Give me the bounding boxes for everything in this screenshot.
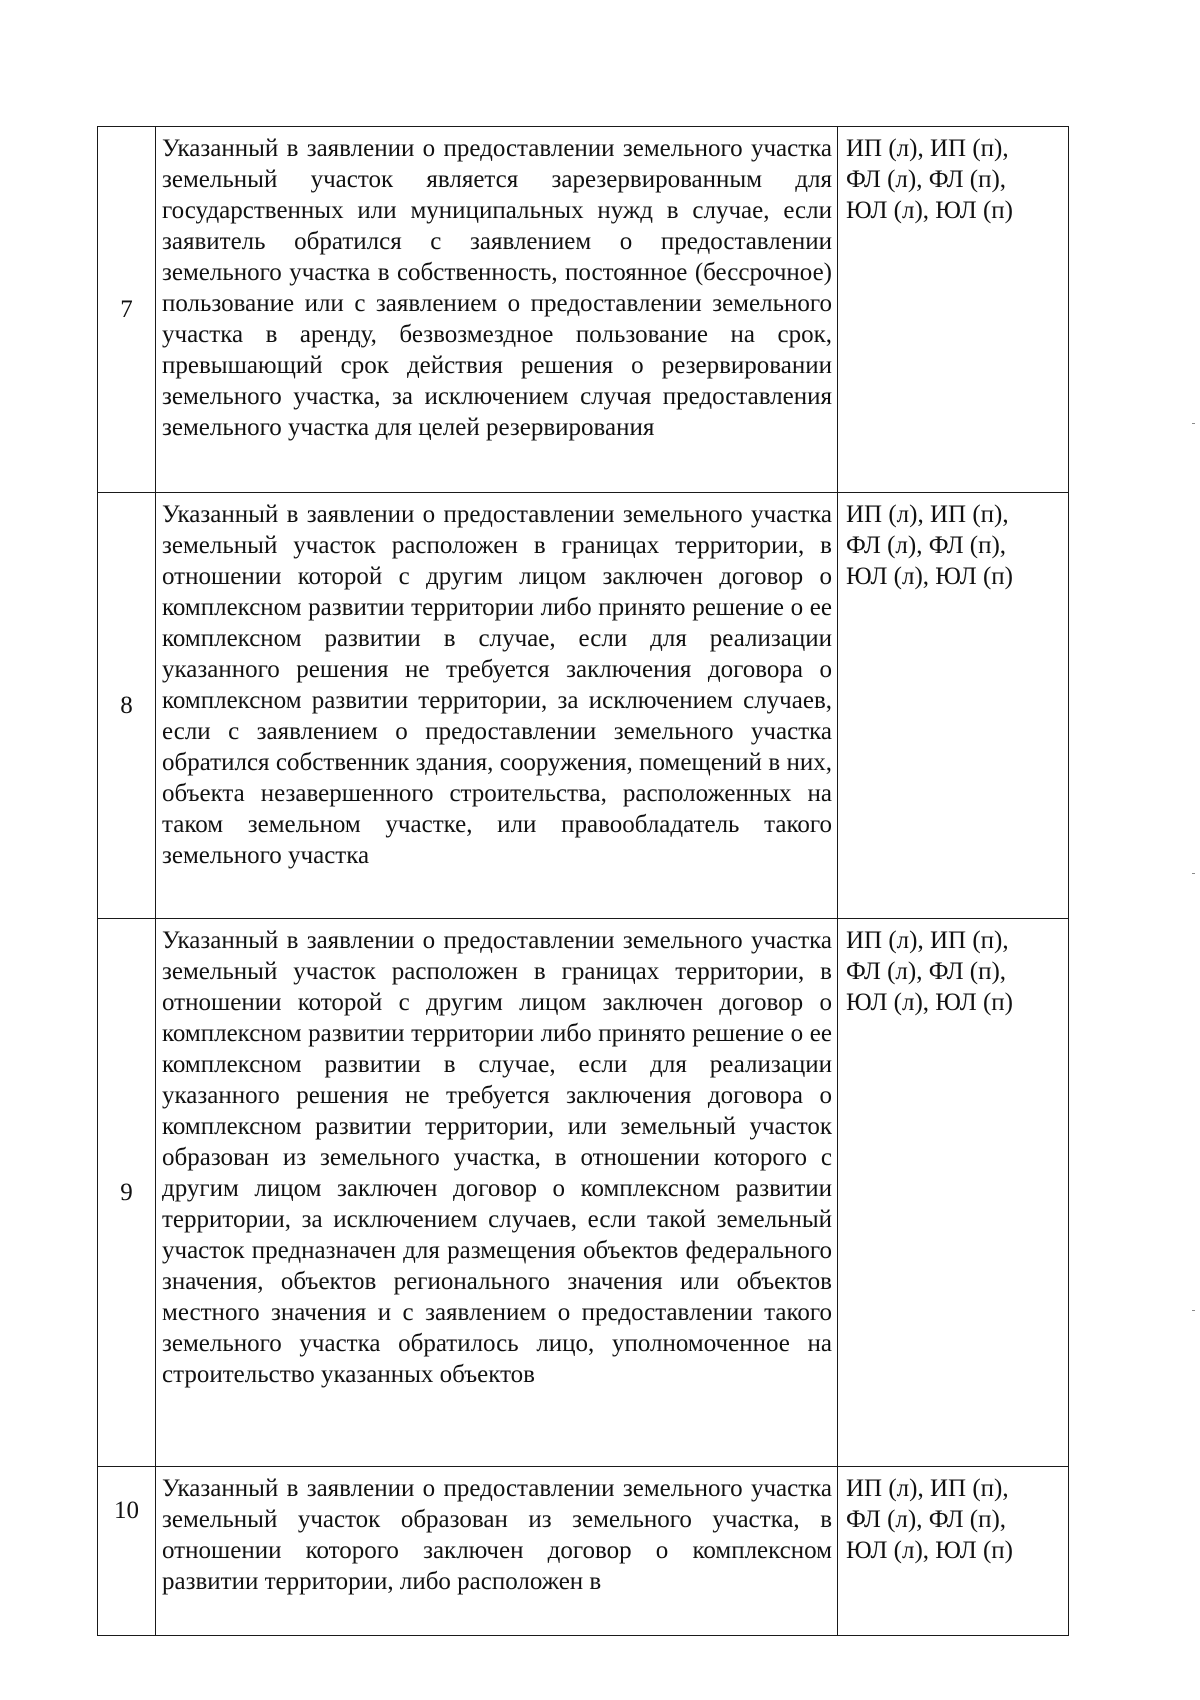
applicant-line: ФЛ (л), ФЛ (п),	[846, 166, 1007, 193]
table-row	[98, 127, 1069, 493]
row-number: 10	[98, 1467, 156, 1636]
row-number: 9	[98, 919, 156, 1467]
applicant-line: ИП (л), ИП (п),	[846, 501, 1009, 528]
applicant-line: ЮЛ (л), ЮЛ (п)	[846, 989, 1013, 1016]
grounds-table	[97, 126, 1069, 1636]
applicant-line: ЮЛ (л), ЮЛ (п)	[846, 197, 1013, 224]
applicant-line: ЮЛ (л), ЮЛ (п)	[846, 563, 1013, 590]
scan-speck	[1192, 873, 1195, 874]
table-row	[98, 1467, 1069, 1636]
row-ground-text: Указанный в заявлении о предоставлении земельного участка земельный участок является зарезервированным для государственных или муниципальных нужд в случае, если заявитель обратился с заявлением о предоставлении земельного участка в собственность, постоянное (бессрочное) пользование или с заявлением о предоставлении земельного участка в аренду, безвозмездное пользование на срок, превышающий срок действия решения о резервировании земельного участка, за исключением случая предоставления земельного участка для целей резервирования	[156, 127, 838, 493]
row-ground-text: Указанный в заявлении о предоставлении земельного участка земельный участок расположен в границах территории, в отношении которой с другим лицом заключен договор о комплексном развитии территории либо принято решение о ее комплексном развитии в случае, если для реализации указанного решения не требуется заключения договора о комплексном развитии территории, или земельный участок образован из земельного участка, в отношении которого с другим лицом заключен договор о комплексном развитии территории, за исключением случаев, если такой земельный участок предназначен для размещения объектов федерального значения, объектов регионального значения или объектов местного значения и с заявлением о предоставлении такого земельного участка обратилось лицо, уполномоченное на строительство указанных объектов	[156, 919, 838, 1467]
applicant-line: ИП (л), ИП (п),	[846, 135, 1009, 162]
applicant-line: ИП (л), ИП (п),	[846, 1475, 1009, 1502]
row-applicants	[838, 127, 1069, 493]
applicant-line: ФЛ (л), ФЛ (п),	[846, 958, 1007, 985]
row-applicants	[838, 1467, 1069, 1636]
applicant-line: ФЛ (л), ФЛ (п),	[846, 1506, 1007, 1533]
row-number: 8	[98, 493, 156, 919]
applicant-line: ЮЛ (л), ЮЛ (п)	[846, 1537, 1013, 1564]
row-number: 7	[98, 127, 156, 493]
table-row	[98, 919, 1069, 1467]
row-applicants	[838, 493, 1069, 919]
applicant-line: ФЛ (л), ФЛ (п),	[846, 532, 1007, 559]
row-applicants	[838, 919, 1069, 1467]
table-row	[98, 493, 1069, 919]
row-ground-text: Указанный в заявлении о предоставлении земельного участка земельный участок образован из земельного участка, в отношении которого заключен договор о комплексном развитии территории, либо расположен в	[156, 1467, 838, 1636]
scan-speck	[1192, 423, 1195, 424]
applicant-line: ИП (л), ИП (п),	[846, 927, 1009, 954]
scan-speck	[1192, 1310, 1195, 1311]
row-ground-text: Указанный в заявлении о предоставлении земельного участка земельный участок расположен в границах территории, в отношении которой с другим лицом заключен договор о комплексном развитии территории либо принято решение о ее комплексном развитии в случае, если для реализации указанного решения не требуется заключения договора о комплексном развитии территории, за исключением случаев, если с заявлением о предоставлении земельного участка обратился собственник здания, сооружения, помещений в них, объекта незавершенного строительства, расположенных на таком земельном участке, или правообладатель такого земельного участка	[156, 493, 838, 919]
